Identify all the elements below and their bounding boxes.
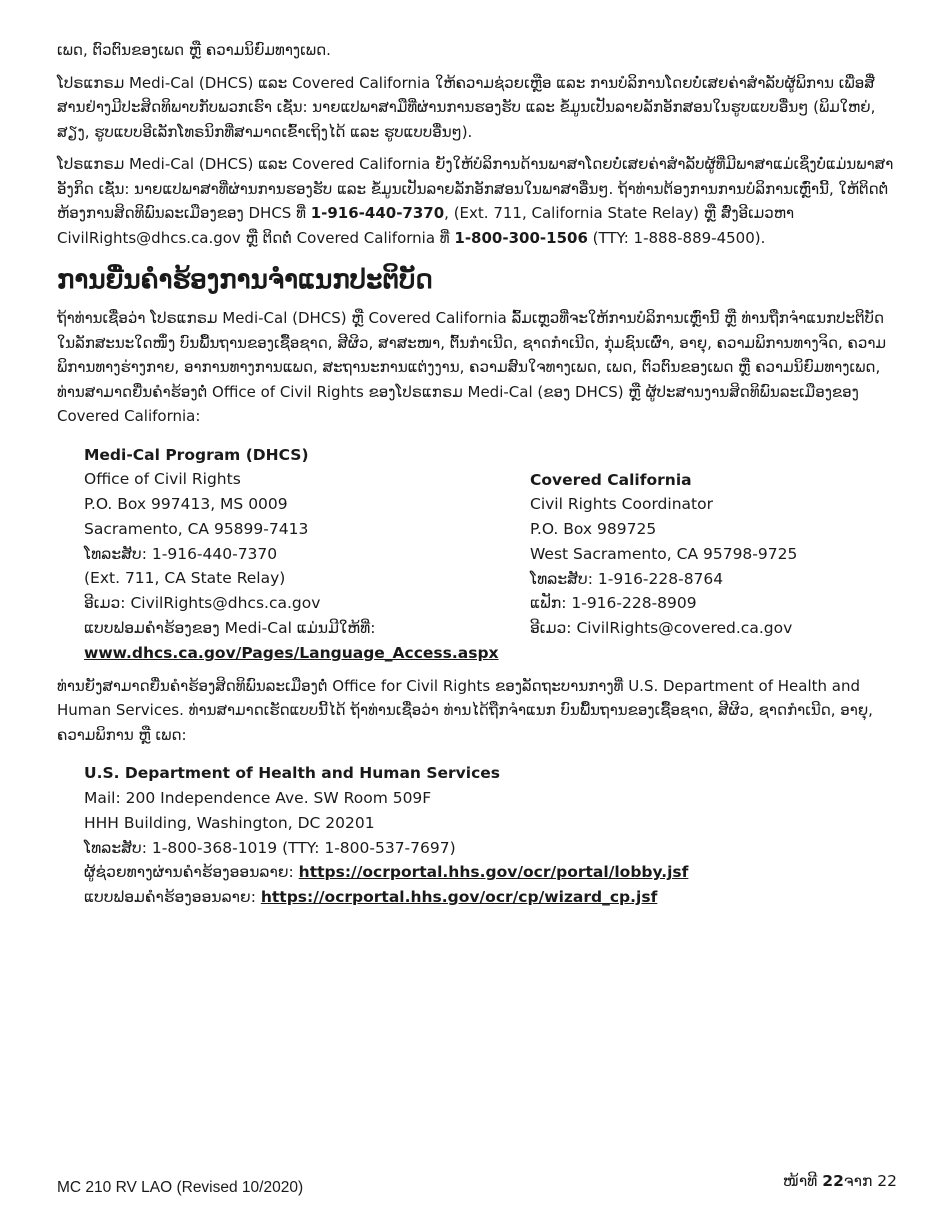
form-id: MC 210 RV LAO (Revised 10/2020) — [57, 1179, 304, 1196]
covered-address-line: Civil Rights Coordinator — [530, 495, 713, 514]
dhcs-form-line: ແບບຟອມຄຳຮ້ອງຂອງ Medi-Cal ແມ່ນມີໃຫ້ທີ່: — [84, 619, 376, 638]
covered-address-block — [530, 443, 797, 666]
dhcs-phone-line: ໂທລະສັບ: 1-916-440-7370 — [84, 544, 278, 563]
covered-name: Covered California — [530, 470, 692, 489]
dhcs-email-line: ອີເມວ: CivilRights@dhcs.ca.gov — [84, 594, 321, 613]
intro-paragraph-language — [57, 152, 897, 250]
hhs-form-label: ແບບຟອມຄຳຮ້ອງອອນລາຍ: — [84, 888, 261, 907]
covered-phone: 1-800-300-1506 — [454, 228, 588, 247]
dhcs-address-block — [84, 443, 530, 666]
hhs-portal-link[interactable]: https://ocrportal.hhs.gov/ocr/portal/lobby.jsf — [298, 863, 689, 882]
page-label: ໜ້າທີ — [782, 1172, 823, 1190]
hhs-name: U.S. Department of Health and Human Services — [84, 764, 500, 783]
dhcs-phone: 1-916-440-7370 — [310, 204, 445, 222]
hhs-mail-line: Mail: 200 Independence Ave. SW Room 509F — [84, 788, 432, 807]
hhs-building-line: HHH Building, Washington, DC 20201 — [84, 813, 375, 832]
page-number — [783, 1172, 897, 1190]
dhcs-address-line: Sacramento, CA 95899-7413 — [84, 519, 309, 538]
dhcs-relay-line: (Ext. 711, CA State Relay) — [84, 569, 286, 588]
page-current: 22 — [822, 1172, 844, 1190]
document-page — [57, 38, 897, 910]
hhs-form-link[interactable]: https://ocrportal.hhs.gov/ocr/cp/wizard_cp.jsf — [260, 888, 658, 907]
language-text-c: (TTY: 1-888-889-4500). — [587, 228, 766, 247]
section-title: ການຍື່ນຄຳຮ້ອງການຈຳແນກປະຕິບັດ — [57, 265, 433, 295]
hhs-portal-line — [84, 860, 897, 885]
ocr-paragraph: ທ່ານຍັງສາມາດຍື່ນຄຳຮ້ອງສິດທິພົນລະເມືອງຕໍ່ Office for Civil Rights ຂອງລັດຖະບານກາງທີ່ U.S. Department of Health and Human Services. ທ່ານສາມາດເຮັດແບບນີ້ໄດ້ ຖ້າທ່ານເຊື່ອວ່າ ທ່ານໄດ້ຖືກຈຳແນກ ບົນພື້ນຖານຂອງເຊື້ອຊາດ, ສີຜິວ, ຊາດກຳເນີດ, ອາຍຸ, ຄວາມພິການ ຫຼື ເພດ: — [57, 676, 873, 744]
covered-address-line: P.O. Box 989725 — [530, 520, 657, 539]
dhcs-address-line: P.O. Box 997413, MS 0009 — [84, 495, 288, 514]
covered-address-line: West Sacramento, CA 95798-9725 — [530, 544, 798, 563]
hhs-address-block — [84, 761, 897, 910]
covered-fax-line: ແຟັກ: 1-916-228-8909 — [530, 594, 697, 613]
covered-phone-line: ໂທລະສັບ: 1-916-228-8764 — [530, 569, 724, 588]
dhcs-form-link[interactable]: www.dhcs.ca.gov/Pages/Language_Access.aspx — [84, 643, 499, 662]
intro-paragraph-0: ເພດ, ຕົວຕົນຂອງເພດ ຫຼື ຄວາມນິຍົມທາງເພດ. — [57, 41, 331, 59]
language-text-b: , (Ext. 711, California State Relay) ຫຼື ສົ່ງອີເມວຫາ CivilRights@dhcs.ca.gov ຫຼື ຕິດຕໍ່ Covered California ທີ່ — [57, 204, 795, 247]
covered-email-line: ອີເມວ: CivilRights@covered.ca.gov — [530, 619, 793, 638]
dhcs-name: Medi-Cal Program (DHCS) — [84, 445, 309, 464]
complaint-paragraph: ຖ້າທ່ານເຊື່ອວ່າ ໂປຣແກຣມ Medi-Cal (DHCS) ຫຼື Covered California ລົ້ມເຫຼວທີ່ຈະໃຫ້ການບໍລິການເຫຼົ່ານີ້ ຫຼື ທ່ານຖືກຈຳແນກປະຕິບັດໃນລັກສະນະໃດໜຶ່ງ ບົນພື້ນຖານຂອງເຊື້ອຊາດ, ສີຜິວ, ສາສະໜາ, ຕົ້ນກຳເນີດ, ຊາດກຳເນີດ, ກຸ່ມຊົນເຜົ່າ, ອາຍຸ, ຄວາມພິການທາງຈິດ, ຄວາມພິການທາງຮ່າງກາຍ, ອາການທາງການແພດ, ສະຖານະການແຕ່ງງານ, ຄວາມສົນໃຈທາງເພດ, ເພດ, ຕົວຕົນຂອງເພດ ຫຼື ຄວາມນິຍົມທາງເພດ, ທ່ານສາມາດຍື່ນຄຳຮ້ອງຕໍ່ Office of Civil Rights ຂອງໂປຣແກຣມ Medi-Cal (ຂອງ DHCS) ຫຼື ຜູ້ປະສານງານສິດທິພົນລະເມືອງຂອງ Covered California: — [57, 309, 886, 425]
hhs-phone-line: ໂທລະສັບ: 1-800-368-1019 (TTY: 1-800-537-7697) — [84, 838, 456, 857]
intro-paragraph-accessibility: ໂປຣແກຣມ Medi-Cal (DHCS) ແລະ Covered California ໃຫ້ຄວາມຊ່ວຍເຫຼືອ ແລະ ການບໍລິການໂດຍບໍ່ເສຍຄ່າສຳລັບຜູ້ພິການ ເພື່ອສື່ສານຢ່າງມີປະສິດທິພາບກັບພວກເຮົາ ເຊັ່ນ: ນາຍແປພາສາມືທີ່ຜ່ານການຮອງຮັບ ແລະ ຂໍ້ມູນເປັນລາຍລັກອັກສອນໃນຮູບແບບອື່ນໆ (ພິມໃຫຍ່, ສຽງ, ຮູບແບບອີເລັກໂທຣນິກທີ່ສາມາດເຂົ້າເຖິງໄດ້ ແລະ ຮູບແບບອື່ນໆ). — [57, 73, 876, 141]
hhs-portal-label: ຜູ້ຊ່ວຍທາງຜ່ານຄຳຮ້ອງອອນລາຍ: — [84, 863, 299, 882]
dhcs-address-line: Office of Civil Rights — [84, 470, 241, 489]
language-text-a: ໂປຣແກຣມ Medi-Cal (DHCS) ແລະ Covered California ຍັງໃຫ້ບໍລິການດ້ານພາສາໂດຍບໍ່ເສຍຄ່າສຳລັບຜູ້ທີ່ມີພາສາແມ່ເຊິ່ງບໍ່ແມ່ນພາສາອັງກິດ ເຊັ່ນ: ນາຍແປພາສາທີ່ຜ່ານການຮອງຮັບ ແລະ ຂໍ້ມູນເປັນລາຍລັກອັກສອນໃນພາສາອື່ນໆ. ຖ້າທ່ານຕ້ອງການການບໍລິການເຫຼົ່ານີ້, ໃຫ້ຕິດຕໍ່ຫ້ອງການສິດທິພົນລະເມືອງຂອງ DHCS ທີ່ — [57, 155, 894, 222]
contact-addresses — [84, 443, 897, 666]
page-total: ຈາກ 22 — [843, 1172, 897, 1190]
hhs-form-line — [84, 885, 897, 910]
